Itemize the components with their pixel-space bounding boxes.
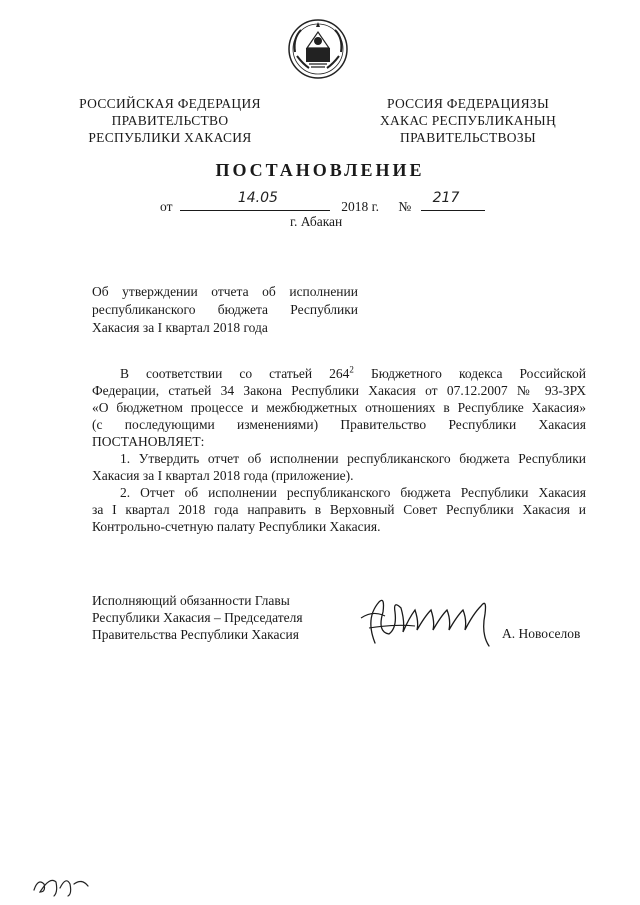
item-2-line: Контрольно-счетную палату Республики Хакасия. [92, 519, 381, 534]
date-year: 2018 г. [341, 199, 379, 214]
header-left-line: РЕСПУБЛИКИ ХАКАСИЯ [88, 130, 252, 145]
date-number-line [160, 190, 485, 215]
body-text: Бюджетного кодекса Российской [353, 366, 587, 381]
date-blank [180, 190, 330, 211]
item-2-line: 2. Отчет об исполнении республиканского бюджета Республики Хакасия [120, 485, 586, 500]
header-left-ru [70, 95, 270, 146]
signatory-name: А. Новоселов [502, 626, 581, 641]
body-line [92, 365, 586, 382]
item-1-line: Хакасия за I квартал 2018 года (приложение). [92, 468, 354, 483]
date-prefix: от [160, 199, 173, 214]
handwritten-date: 14.05 [237, 190, 278, 206]
body-text: В соответствии со статьей 264 [120, 366, 350, 381]
item-2-line: за I квартал 2018 года направить в Верховный Совет Республики Хакасия и [92, 502, 586, 517]
subject-line: Хакасия за I квартал 2018 года [92, 320, 268, 335]
position-line: Правительства Республики Хакасия [92, 627, 299, 642]
coat-of-arms-emblem [287, 18, 349, 80]
header-right-line: ПРАВИТЕЛЬСТВОЗЫ [400, 130, 536, 145]
header-right-line: ХАКАС РЕСПУБЛИКАНЫҢ [379, 113, 557, 128]
decree-subject [92, 283, 358, 337]
body-line: ПОСТАНОВЛЯЕТ: [92, 434, 205, 449]
position-line: Исполняющий обязанности Главы [92, 593, 290, 608]
handwritten-signature [355, 588, 515, 650]
margin-handwritten-mark [30, 870, 94, 898]
header-left-line: ПРАВИТЕЛЬСТВО [111, 113, 229, 128]
item-1-line: 1. Утвердить отчет об исполнении республиканского бюджета Республики [120, 451, 586, 466]
number-label: № [398, 199, 412, 214]
signatory-position [92, 592, 332, 643]
city-label: г. Абакан [290, 214, 343, 229]
header-left-line: РОССИЙСКАЯ ФЕДЕРАЦИЯ [79, 96, 261, 111]
header-right-line: РОССИЯ ФЕДЕРАЦИЯЗЫ [386, 96, 550, 111]
handwritten-number: 217 [432, 190, 460, 206]
subject-line: республиканского бюджета Республики [92, 302, 358, 317]
number-blank [421, 190, 485, 211]
header-right-khakas [368, 95, 568, 146]
body-line: «О бюджетном процессе и межбюджетных отношениях в Республике Хакасия» [92, 400, 586, 415]
superscript: 2 [349, 364, 354, 375]
position-line: Республики Хакасия – Председателя [92, 610, 303, 625]
decree-body [92, 365, 586, 535]
body-line: Федерации, статьей 34 Закона Республики Хакасия от 07.12.2007 № 93-ЗРХ [92, 383, 586, 398]
document-title: ПОСТАНОВЛЕНИЕ [215, 160, 425, 180]
subject-line: Об утверждении отчета об исполнении [92, 284, 358, 299]
body-line: (с последующими изменениями) Правительство Республики Хакасия [92, 417, 586, 432]
